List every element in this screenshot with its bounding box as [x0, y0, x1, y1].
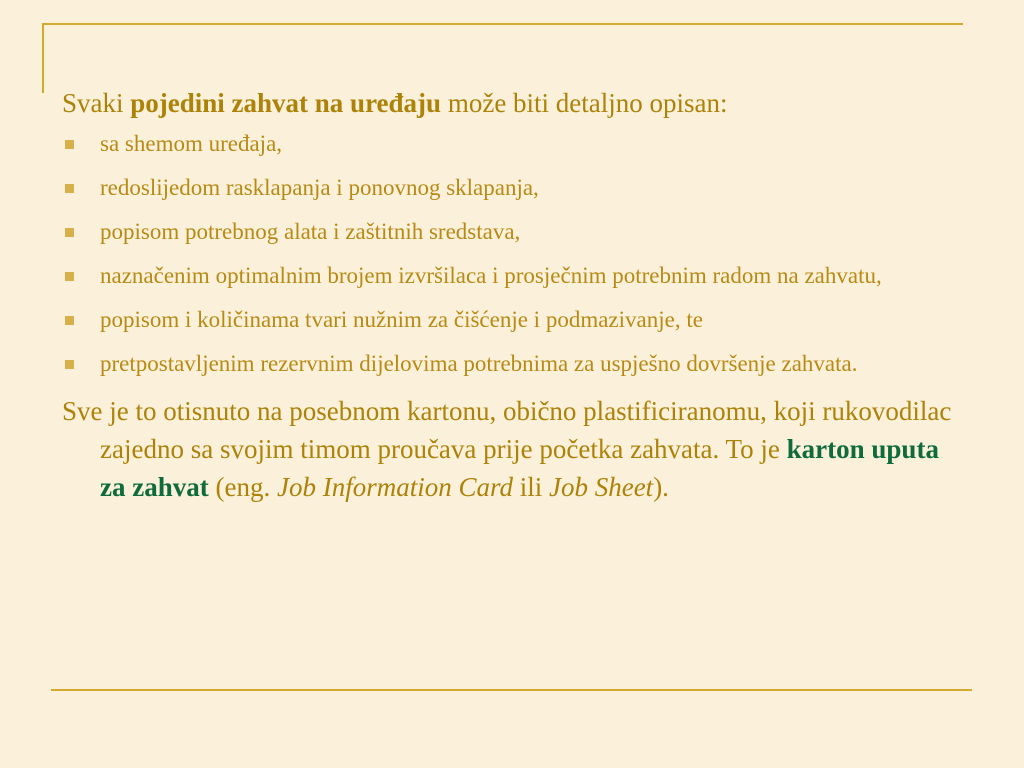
closing-text-4: ). — [653, 472, 669, 502]
bullet-list — [62, 128, 962, 379]
bullet-item — [62, 260, 962, 291]
bullet-text: redoslijedom rasklapanja i ponovnog sklapanja, — [100, 175, 539, 200]
square-bullet-icon — [65, 228, 74, 237]
square-bullet-icon — [65, 316, 74, 325]
intro-paragraph — [62, 84, 962, 122]
intro-suffix: može biti detaljno opisan: — [441, 88, 728, 118]
closing-italic-2: Job Sheet — [548, 472, 654, 502]
bullet-item — [62, 172, 962, 203]
intro-prefix: Svaki — [62, 88, 131, 118]
bullet-item — [62, 128, 962, 159]
square-bullet-icon — [65, 184, 74, 193]
closing-text-1: Sve je to otisnuto na posebnom kartonu, obično plastificiranomu, koji rukovodilac zajedno sa svojim timom proučava prije početka zahvata. To je — [62, 396, 952, 464]
bullet-text: popisom i količinama tvari nužnim za čišćenje i podmazivanje, te — [100, 307, 703, 332]
square-bullet-icon — [65, 360, 74, 369]
top-rule — [42, 23, 963, 25]
bullet-item — [62, 304, 962, 335]
bullet-text: pretpostavljenim rezervnim dijelovima potrebnima za uspješno dovršenje zahvata. — [100, 351, 858, 376]
slide-content — [62, 84, 962, 506]
bullet-text: popisom potrebnog alata i zaštitnih sredstava, — [100, 219, 521, 244]
closing-highlight: karton uputa za zahvat — [100, 434, 939, 502]
square-bullet-icon — [65, 272, 74, 281]
intro-bold: pojedini zahvat na uređaju — [130, 88, 442, 118]
left-rule — [42, 23, 44, 93]
closing-paragraph — [62, 392, 962, 506]
closing-italic-1: Job Information Card — [276, 472, 513, 502]
closing-text-2: (eng. — [208, 472, 277, 502]
bullet-item — [62, 216, 962, 247]
closing-text-3: ili — [512, 472, 549, 502]
bullet-text: naznačenim optimalnim brojem izvršilaca i prosječnim potrebnim radom na zahvatu, — [100, 263, 882, 288]
bullet-item — [62, 348, 962, 379]
square-bullet-icon — [65, 140, 74, 149]
bottom-rule — [51, 689, 972, 691]
bullet-text: sa shemom uređaja, — [100, 131, 283, 156]
